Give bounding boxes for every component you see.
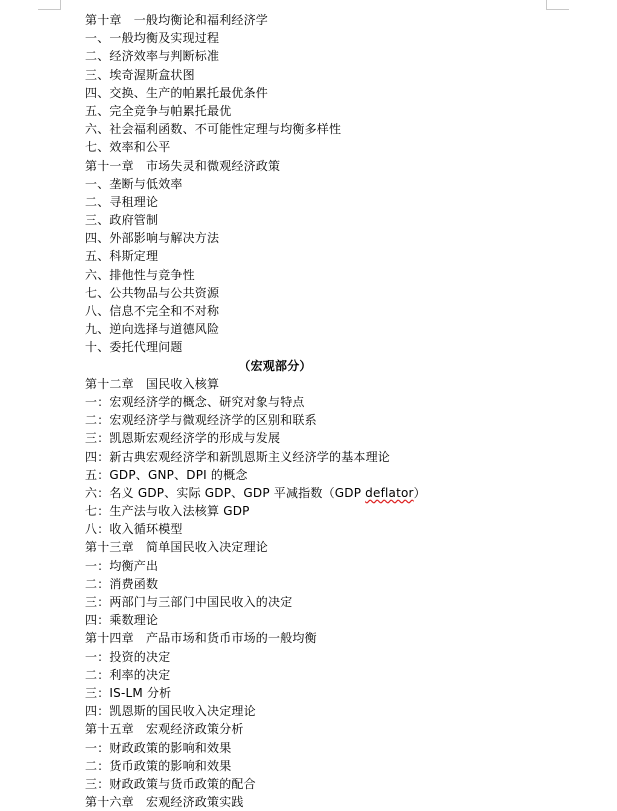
document-body — [85, 11, 605, 811]
section-item: 一：财政政策的影响和效果 — [85, 740, 232, 755]
chapter-heading: 第十一章 市场失灵和微观经济政策 — [85, 158, 281, 173]
section-item: 六、排他性与竞争性 — [85, 267, 195, 282]
crop-mark-top-right — [546, 0, 569, 10]
section-item: 五、科斯定理 — [85, 249, 159, 264]
section-item: 二、寻租理论 — [85, 194, 159, 209]
section-item: 一：投资的决定 — [85, 649, 171, 664]
section-item: 一、一般均衡及实现过程 — [85, 31, 220, 46]
section-item: 一：宏观经济学的概念、研究对象与特点 — [85, 394, 305, 409]
section-item: 一：均衡产出 — [85, 558, 159, 573]
section-item: 十、委托代理问题 — [85, 340, 183, 355]
section-item: 二：宏观经济学与微观经济学的区别和联系 — [85, 413, 317, 428]
section-item-text: 六：名义 GDP、实际 GDP、GDP 平减指数（GDP — [85, 485, 366, 500]
section-item: 七、效率和公平 — [85, 140, 171, 155]
section-item: 三：IS-LM 分析 — [85, 685, 172, 700]
crop-mark-top-left — [38, 0, 61, 10]
section-item: 五：GDP、GNP、DPI 的概念 — [85, 467, 248, 482]
section-item: 三：两部门与三部门中国民收入的决定 — [85, 595, 293, 609]
chapter-heading: 第十五章 宏观经济政策分析 — [85, 722, 244, 737]
section-item: 八、信息不完全和不对称 — [85, 304, 220, 318]
section-item-tail: ） — [413, 485, 426, 500]
section-item: 六、社会福利函数、不可能性定理与均衡多样性 — [85, 122, 342, 137]
chapter-heading: 第十三章 简单国民收入决定理论 — [85, 540, 269, 555]
section-item: 二：利率的决定 — [85, 667, 171, 682]
section-item: 四：凯恩斯的国民收入决定理论 — [85, 704, 256, 719]
section-item: 二：消费函数 — [85, 576, 159, 591]
chapter-heading: 第十二章 国民收入核算 — [85, 376, 220, 391]
section-item: 九、逆向选择与道德风险 — [85, 322, 220, 337]
section-item: 五、完全竞争与帕累托最优 — [85, 103, 232, 118]
section-item: 三、政府管制 — [85, 213, 159, 228]
section-item: 二、经济效率与判断标准 — [85, 49, 220, 64]
chapter-heading: 第十四章 产品市场和货币市场的一般均衡 — [85, 631, 317, 646]
section-item: 四：新古典宏观经济学和新凯恩斯主义经济学的基本理论 — [85, 449, 391, 464]
section-item: 三、埃奇渥斯盒状图 — [85, 67, 195, 82]
section-item: 八：收入循环模型 — [85, 522, 183, 537]
section-item: 四：乘数理论 — [85, 613, 159, 628]
part-heading: （宏观部分） — [238, 358, 312, 373]
section-item: 三：凯恩斯宏观经济学的形成与发展 — [85, 431, 281, 446]
section-item: 二：货币政策的影响和效果 — [85, 758, 232, 773]
spellcheck-flagged-word: deflator — [365, 485, 414, 500]
section-item: 七、公共物品与公共资源 — [85, 285, 220, 300]
section-item: 七：生产法与收入法核算 GDP — [85, 504, 250, 519]
section-item: 三：财政政策与货币政策的配合 — [85, 776, 256, 791]
section-item: 四、外部影响与解决方法 — [85, 231, 220, 246]
section-item: 一、垄断与低效率 — [85, 176, 183, 191]
chapter-heading: 第十章 一般均衡论和福利经济学 — [85, 13, 269, 27]
chapter-heading: 第十六章 宏观经济政策实践 — [85, 795, 244, 810]
section-item: 四、交换、生产的帕累托最优条件 — [85, 85, 269, 100]
section-item — [85, 484, 605, 502]
